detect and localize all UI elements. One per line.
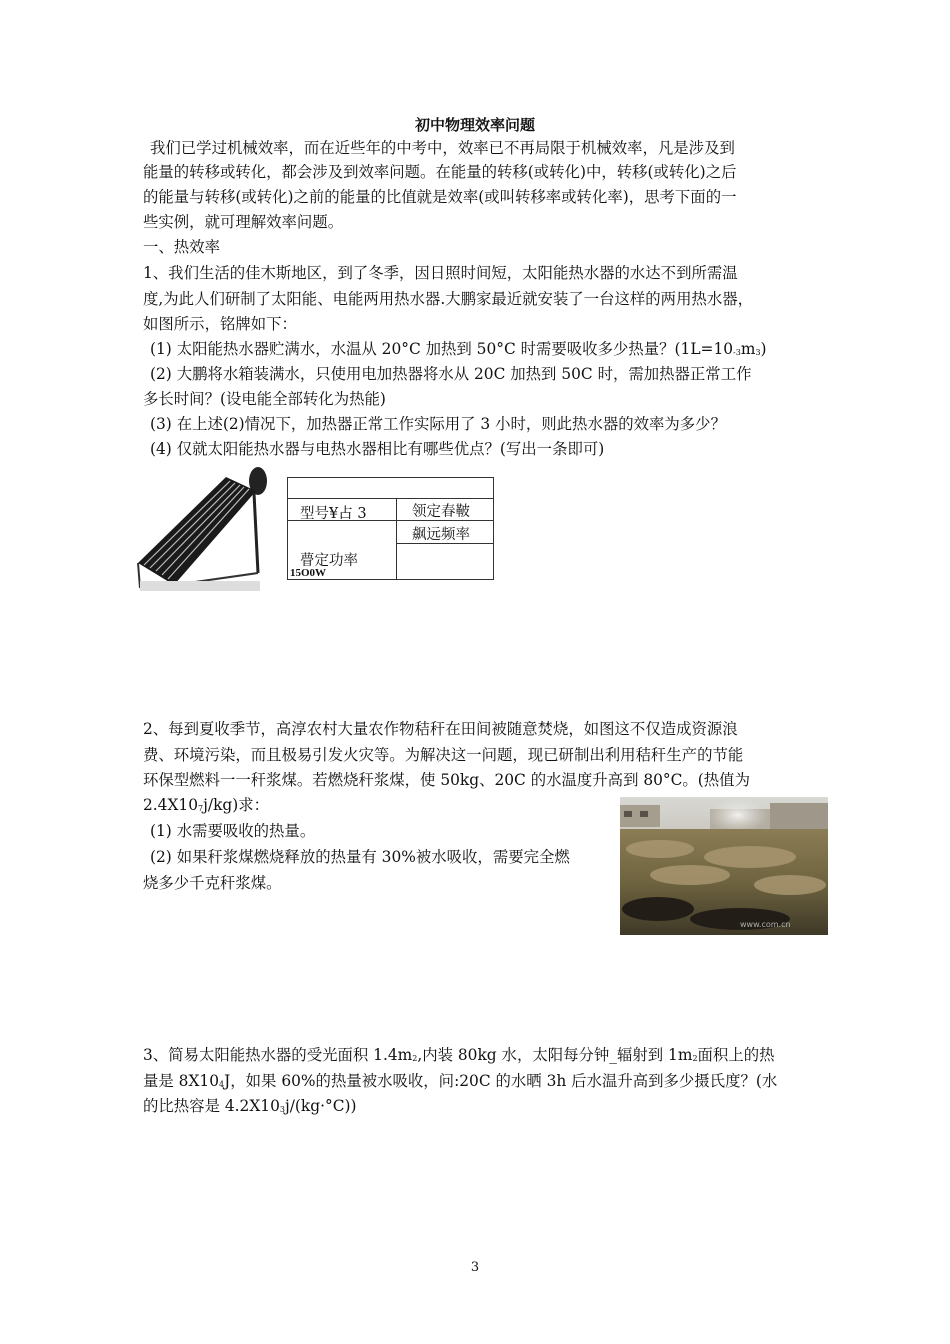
table-divider (288, 498, 493, 499)
q3-line-2 (143, 1070, 777, 1096)
q3-mid: ,内装 80kg 水，太阳每分钟_辐射到 1m (417, 1046, 693, 1064)
intro-line-3: 的能量与转移(或转化)之前的能量的比值就是效率(或叫转移率或转化率)，思考下面的一 (143, 188, 737, 206)
q1-sub-3: (3) 在上述(2)情况下，加热器正常工作实际用了 3 小时，则此热水器的效率为多少？ (150, 415, 726, 433)
q3-line-1 (143, 1044, 775, 1070)
rated-voltage-label: 领定春鞁 (412, 504, 470, 520)
q2-sub-2a: (2) 如果秆浆煤燃烧释放的热量有 30%被水吸收，需要完全燃 (150, 848, 570, 866)
q3-line-3 (143, 1095, 356, 1121)
intro-line-1: 我们已学过机械效率，而在近些年的中考中，效率已不再局限于机械效率，凡是涉及到 (150, 139, 735, 157)
q2-heat-value: 2.4X10 (143, 796, 199, 814)
photo-watermark: www.com.cn (740, 920, 791, 929)
q2-line-1: 2、每到夏收季节，高淳农村大量农作物秸秆在田间被随意焚烧，如图这不仅造成资源浪 (143, 720, 738, 738)
q2-heat-unit: j/kg)求： (203, 796, 270, 814)
q1-sub-1-exp2: 3 (755, 348, 761, 357)
q2-line-2: 费、环境污染，而且极易引发火灾等。为解决这一问题，现已研制出利用秸秆生产的节能 (143, 746, 744, 764)
q1-sub-1-text: (1) 太阳能热水器贮满水，水温从 20°C 加热到 50°C 时需要吸收多少热量？(1L=10 (150, 340, 734, 358)
page-title: 初中物理效率问题 (414, 116, 535, 134)
rated-frequency-label: 飙远频率 (412, 527, 470, 543)
q3-area2-exp: 2 (692, 1054, 698, 1063)
q3-question: J，如果 60%的热量被水吸收，问:20C 的水晒 3h 后水温升高到多少摄氏度？(水 (224, 1072, 778, 1090)
section-heading: 一、热效率 (143, 238, 220, 256)
page-number: 3 (470, 1260, 480, 1275)
q1-sub-2a: (2) 大鹏将水箱装满水，只使用电加热器将水从 20C 加热到 50C 时，需加热器正常工作 (150, 365, 752, 383)
q3-area: 3、简易太阳能热水器的受光面积 1.4m (143, 1046, 413, 1064)
q2-line-3: 环保型燃料一一秆浆煤。若燃烧秆浆煤，使 50kg、20C 的水温度升高到 80°C。(热值为 (143, 771, 750, 789)
table-column-divider (396, 498, 397, 579)
q1-sub-1 (150, 338, 767, 364)
q2-sub-2b: 烧多少千克秆浆煤。 (143, 874, 282, 892)
intro-line-2: 能量的转移或转化，都会涉及到效率问题。在能量的转移(或转化)中，转移(或转化)之后 (143, 163, 737, 181)
q3-specific-heat-unit: j/(kg·°C)) (284, 1097, 357, 1115)
solar-water-heater-image (130, 463, 272, 594)
q3-energy-exp: 4 (219, 1080, 225, 1089)
q1-line-1: 1、我们生活的佳木斯地区，到了冬季，因日照时间短，太阳能热水器的水达不到所需温 (143, 264, 738, 282)
q1-sub-1-end: ) (760, 340, 767, 358)
q3-area-exp: 2 (412, 1054, 418, 1063)
nameplate-table (287, 477, 494, 580)
q1-sub-2b: 多长时间？(设电能全部转化为热能) (143, 390, 386, 408)
q1-sub-4: (4) 仅就太阳能热水器与电热水器相比有哪些优点？(写出一条即可) (150, 440, 605, 458)
q1-line-3: 如图所示，铭牌如下： (143, 315, 297, 333)
rated-power-value: 15O0W (290, 567, 327, 579)
q3-energy: 量是 8X10 (143, 1072, 220, 1090)
q3-specific-heat-exp: 3 (279, 1105, 285, 1114)
intro-line-4: 些实例，就可理解效率问题。 (143, 213, 344, 231)
q1-sub-1-exp: -3 (733, 348, 741, 357)
burning-field-photo (620, 797, 828, 935)
q2-line-4 (143, 794, 269, 820)
q1-sub-1-unit: m (740, 340, 756, 358)
q2-heat-exp: 7 (198, 804, 204, 813)
q3-end: 面积上的热 (697, 1046, 775, 1064)
q1-line-2: 度,为此人们研制了太阳能、电能两用热水器.大鹏家最近就安装了一台这样的两用热水器， (143, 290, 754, 308)
rated-power-label: 瞢定功率 (300, 553, 358, 569)
model-label: 型号¥占 3 (300, 506, 367, 522)
q2-sub-1: (1) 水需要吸收的热量。 (150, 822, 316, 840)
q3-specific-heat: 的比热容是 4.2X10 (143, 1097, 280, 1115)
